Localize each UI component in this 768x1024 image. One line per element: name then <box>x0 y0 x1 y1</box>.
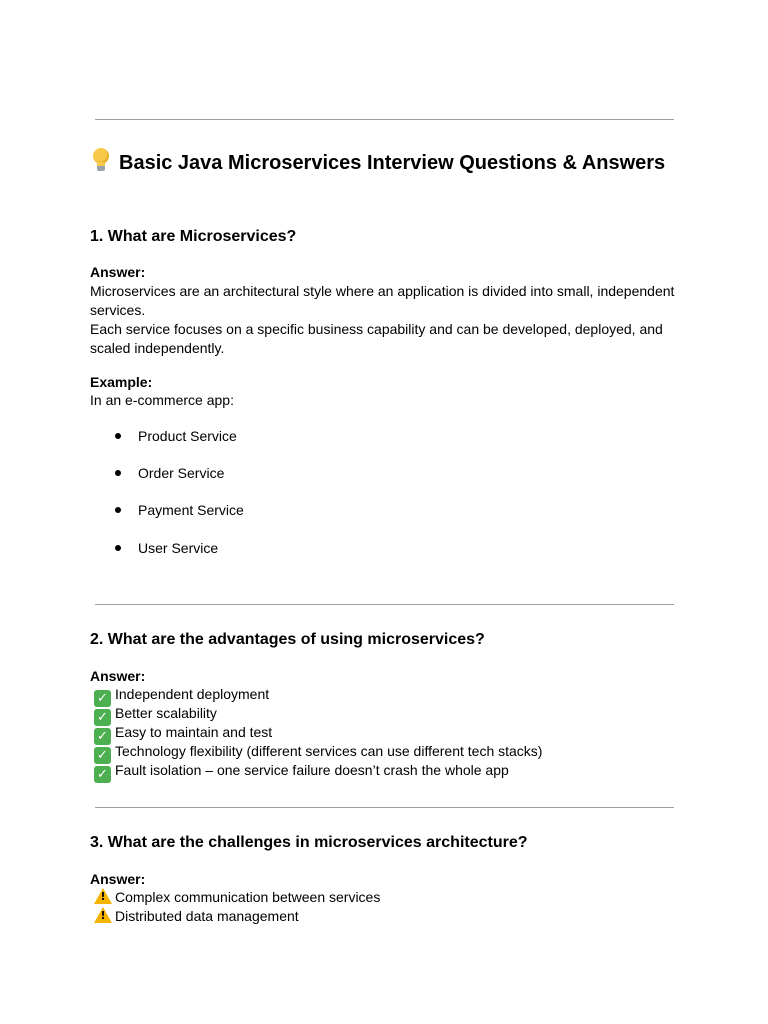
page-title-text: Basic Java Microservices Interview Questions & Answers <box>119 152 666 174</box>
list-item: User Service <box>112 539 218 557</box>
list-item: ! Distributed data management <box>94 907 299 926</box>
check-mark-icon: ✓ <box>94 690 111 707</box>
question-3-answer-label: Answer: <box>90 871 146 887</box>
list-item: ✓ Fault isolation – one service failure doesn’t crash the whole app <box>94 761 509 783</box>
list-item: ✓ Technology flexibility (different services can use different tech stacks) <box>94 742 542 764</box>
list-item: Product Service <box>112 427 237 445</box>
question-1-example-intro: In an e-commerce app: <box>90 392 234 408</box>
list-item: Payment Service <box>112 501 244 519</box>
list-item: ! Complex communication between services <box>94 888 380 907</box>
answer-line: Each service focuses on a specific business capability and can be developed, deployed, and scaled independently. <box>90 321 663 356</box>
question-2-answer-label: Answer: <box>90 668 146 684</box>
horizontal-rule <box>95 807 674 808</box>
page-title <box>90 148 690 178</box>
check-mark-icon: ✓ <box>94 766 111 783</box>
question-1-answer-text <box>90 282 680 358</box>
question-1-example-label: Example: <box>90 374 153 390</box>
check-mark-icon: ✓ <box>94 728 111 745</box>
question-1-answer-label: Answer: <box>90 264 146 280</box>
list-item: Order Service <box>112 464 224 482</box>
bullet-icon <box>115 470 121 476</box>
bullet-icon <box>115 433 121 439</box>
list-item: ✓ Independent deployment <box>94 685 269 707</box>
question-3-heading: 3. What are the challenges in microservices architecture? <box>90 834 528 851</box>
answer-line: Microservices are an architectural style where an application is divided into small, independent services. <box>90 283 675 318</box>
warning-icon: ! <box>94 907 112 923</box>
question-1-heading: 1. What are Microservices? <box>90 228 297 245</box>
bullet-icon <box>115 545 121 551</box>
check-mark-icon: ✓ <box>94 709 111 726</box>
question-2-heading: 2. What are the advantages of using microservices? <box>90 631 485 648</box>
check-mark-icon: ✓ <box>94 747 111 764</box>
list-item: ✓ Easy to maintain and test <box>94 723 272 745</box>
horizontal-rule <box>95 604 674 605</box>
bullet-icon <box>115 507 121 513</box>
horizontal-rule <box>95 119 674 120</box>
warning-icon: ! <box>94 888 112 904</box>
lightbulb-icon <box>92 148 110 172</box>
list-item: ✓ Better scalability <box>94 704 217 726</box>
